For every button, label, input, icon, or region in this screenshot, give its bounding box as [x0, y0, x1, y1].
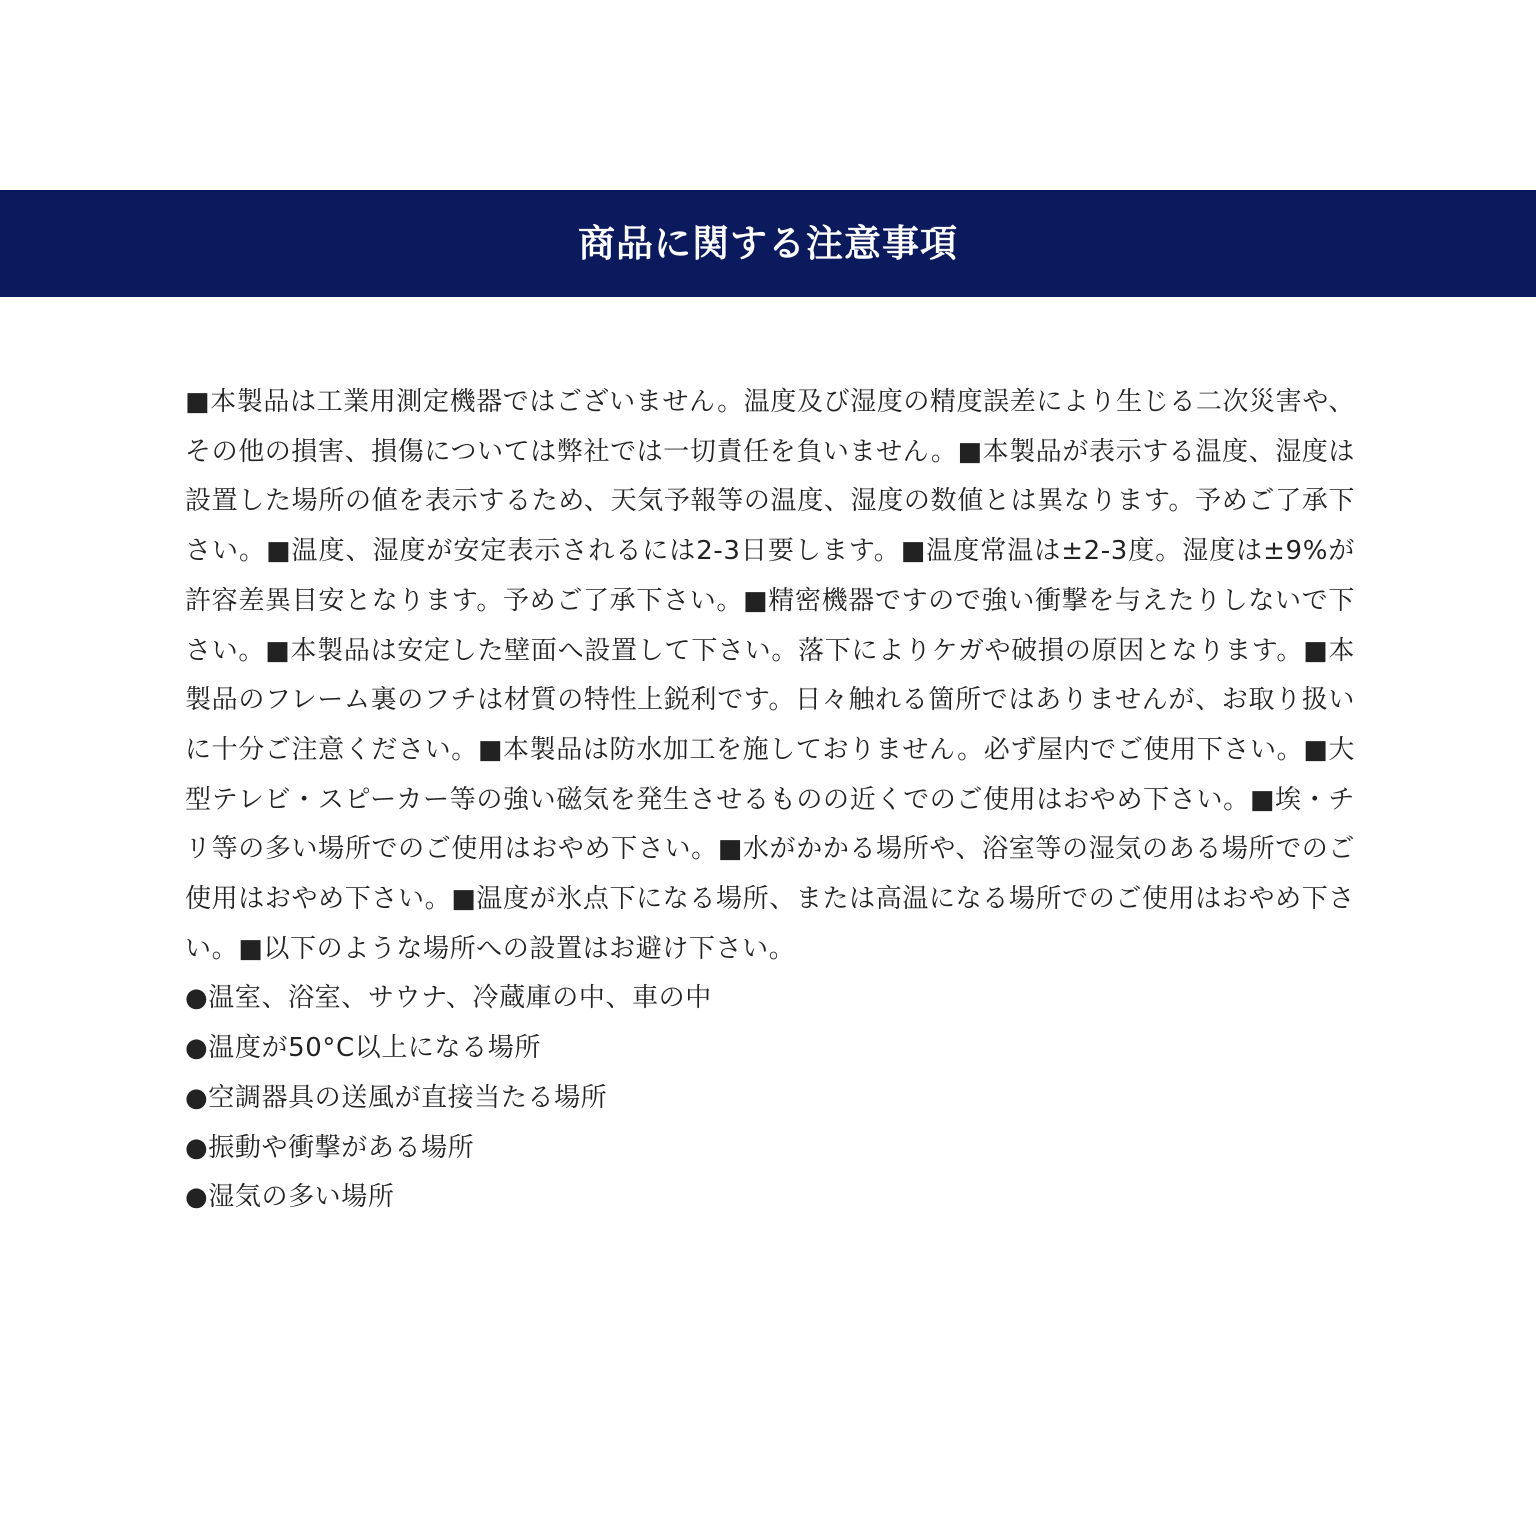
list-item: ●振動や衝撃がある場所: [185, 1132, 475, 1163]
header-banner: [0, 190, 1536, 297]
notice-paragraph: ■本製品は工業用測定機器ではございません。温度及び湿度の精度誤差により生じる二次災害や、その他の損害、損傷については弊社では一切責任を負いません。■本製品が表示する温度、湿度は設置した場所の値を表示するため、天気予報等の温度、湿度の数値とは異なります。予めご了承下さい。■温度、湿度が安定表示されるには2-3日要します。■温度常温は±2-3度。湿度は±9%が許容差異目安となります。予めご了承下さい。■精密機器ですので強い衝撃を与えたりしないで下さい。■本製品は安定した壁面へ設置して下さい。落下によりケガや破損の原因となります。■本製品のフレーム裏のフチは材質の特性上鋭利です。日々触れる箇所ではありませんが、お取り扱いに十分ご注意ください。■本製品は防水加工を施しておりません。必ず屋内でご使用下さい。■大型テレビ・スピーカー等の強い磁気を発生させるものの近くでのご使用はおやめ下さい。■埃・チリ等の多い場所でのご使用はおやめ下さい。■水がかかる場所や、浴室等の湿気のある場所でのご使用はおやめ下さい。■温度が氷点下になる場所、または高温になる場所でのご使用はおやめ下さい。■以下のような場所への設置はお避け下さい。: [185, 387, 1356, 964]
list-item: ●空調器具の送風が直接当たる場所: [185, 1082, 608, 1113]
list-item: ●湿気の多い場所: [185, 1182, 395, 1213]
notice-content: [185, 378, 1355, 1223]
list-item: ●温度が50°C以上になる場所: [185, 1033, 541, 1064]
avoid-locations-list: [185, 974, 1355, 1223]
list-item: ●温室、浴室、サウナ、冷蔵庫の中、車の中: [185, 983, 712, 1014]
page-title: 商品に関する注意事項: [578, 222, 958, 265]
